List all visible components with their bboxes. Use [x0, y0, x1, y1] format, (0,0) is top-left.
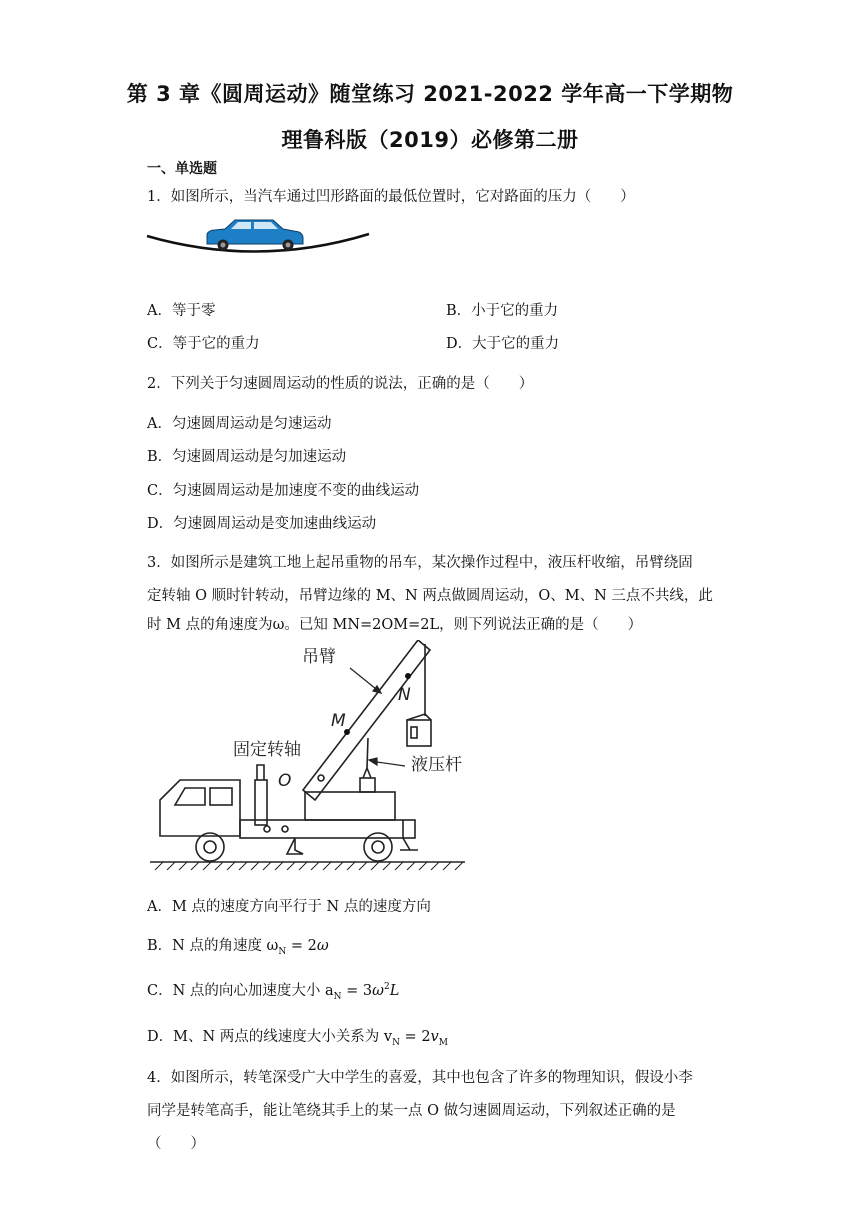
- q3-label-n: N: [398, 685, 411, 705]
- q3-option-b: B．N 点的角速度 $\omega_N = 2\omega$: [147, 938, 329, 957]
- q3-stem-line-3: 时 M 点的角速度为ω。已知 MN=2OM=2L，则下列说法正确的是（ ）: [147, 617, 643, 633]
- q3-crane-figure: [145, 640, 485, 872]
- q2-option-c: C．匀速圆周运动是加速度不变的曲线运动: [147, 483, 420, 499]
- page-title-line-2: 理鲁科版（2019）必修第二册: [281, 128, 579, 152]
- q4-stem-line-3: （ ）: [147, 1136, 205, 1152]
- q3-label-o: O: [278, 771, 292, 791]
- q2-option-b: B．匀速圆周运动是匀加速运动: [147, 449, 347, 465]
- q3-option-d: D．M、N 两点的线速度大小关系为 $v_N = 2v_M$: [147, 1029, 448, 1048]
- q2-option-d: D．匀速圆周运动是变加速曲线运动: [147, 516, 377, 532]
- q1-stem: 1．如图所示，当汽车通过凹形路面的最低位置时，它对路面的压力（ ）: [147, 189, 635, 205]
- q1-option-a: A．等于零: [147, 303, 216, 319]
- q3-stem-line-1: 3．如图所示是建筑工地上起吊重物的吊车，某次操作过程中，液压杆收缩，吊臂绕固: [147, 555, 693, 571]
- q1-option-c: C．等于它的重力: [147, 336, 260, 352]
- car-icon: [207, 220, 303, 251]
- q3-option-d-text: D．M、N 两点的线速度大小关系为 v: [147, 1029, 393, 1045]
- q4-stem-line-1: 4．如图所示，转笔深受广大中学生的喜爱，其中也包含了许多的物理知识，假设小李: [147, 1070, 693, 1086]
- q2-option-a: A．匀速圆周运动是匀速运动: [147, 416, 332, 432]
- q4-stem-line-2: 同学是转笔高手，能让笔绕其手上的某一点 O 做匀速圆周运动，下列叙述正确的是: [147, 1103, 676, 1119]
- q3-option-c-text: C．N 点的向心加速度大小 a: [147, 983, 334, 999]
- q3-label-rod: 液压杆: [411, 755, 462, 775]
- q1-option-b: B．小于它的重力: [446, 303, 559, 319]
- q1-car-on-concave-road-figure: [143, 210, 373, 260]
- q2-stem: 2．下列关于匀速圆周运动的性质的说法，正确的是（ ）: [147, 376, 534, 392]
- q3-stem-line-2: 定转轴 O 顺时针转动，吊臂边缘的 M、N 两点做圆周运动，O、M、N 三点不共线，此: [147, 588, 713, 604]
- q3-option-b-text: B．N 点的角速度 ω: [147, 938, 279, 954]
- q3-option-c: C．N 点的向心加速度大小 $a_N = 3\omega^2L$: [147, 982, 400, 1002]
- q1-option-d: D．大于它的重力: [446, 336, 560, 352]
- q3-label-axis: 固定转轴: [233, 740, 301, 760]
- q3-label-arm: 吊臂: [302, 647, 336, 667]
- page-title-line-1: 第 3 章《圆周运动》随堂练习 2021-2022 学年高一下学期物: [126, 82, 734, 106]
- section-heading: 一、单选题: [147, 161, 217, 177]
- q3-label-m: M: [331, 711, 346, 731]
- q3-option-a: A．M 点的速度方向平行于 N 点的速度方向: [147, 899, 431, 915]
